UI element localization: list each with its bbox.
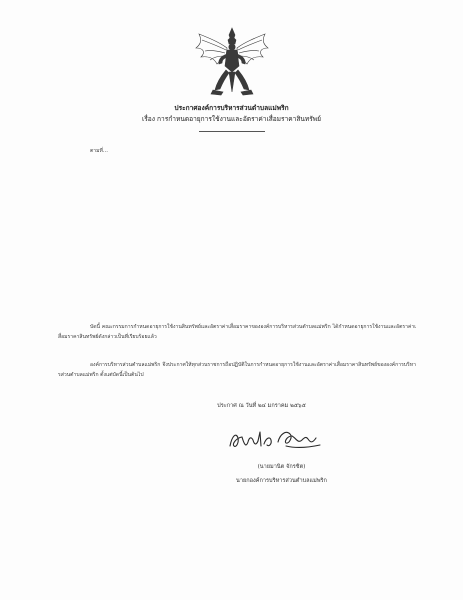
- document-subject: เรื่อง การกำหนดอายุการใช้งานและอัตราค่าเสื่อมราคาสินทรัพย์: [141, 115, 322, 123]
- heading-divider: [199, 131, 265, 132]
- document-title: ประกาศองค์การบริหารส่วนตำบลแม่พริก: [174, 104, 289, 112]
- garuda-emblem-icon: [193, 26, 271, 98]
- signer-title: นายกองค์การบริหารส่วนตำบลแม่พริก: [236, 478, 327, 484]
- body-paragraph-3: องค์การบริหารส่วนตำบลแม่พริก จึงประกาศให้ทุกส่วนราชการถือปฏิบัติในการกำหนดอายุการใช้งานและอัตราค่าเสื่อมราคาสินทรัพย์ขององค์การบริหารส่วนตำบลแม่พริก ตั้งแต่บัดนี้เป็นต้นไป: [58, 362, 416, 379]
- body-paragraph-2: บัดนี้ คณะกรรมการกำหนดอายุการใช้งานสินทรัพย์และอัตราค่าเสื่อมราคาขององค์การบริหารส่วนตำบลแม่พริก ได้กำหนดอายุการใช้งานและอัตราค่าเสื่อมราคาสินทรัพย์ดังกล่าวเป็นที่เรียบร้อยแล้ว: [58, 324, 416, 341]
- signature-icon: [226, 426, 326, 456]
- body-paragraph-1: ตามที่…: [90, 148, 108, 154]
- announcement-date: ประกาศ ณ วันที่ ๒๔ มกราคม ๒๕๖๕: [217, 403, 306, 409]
- signer-name: (นายมานิต จักรชิต): [257, 464, 306, 470]
